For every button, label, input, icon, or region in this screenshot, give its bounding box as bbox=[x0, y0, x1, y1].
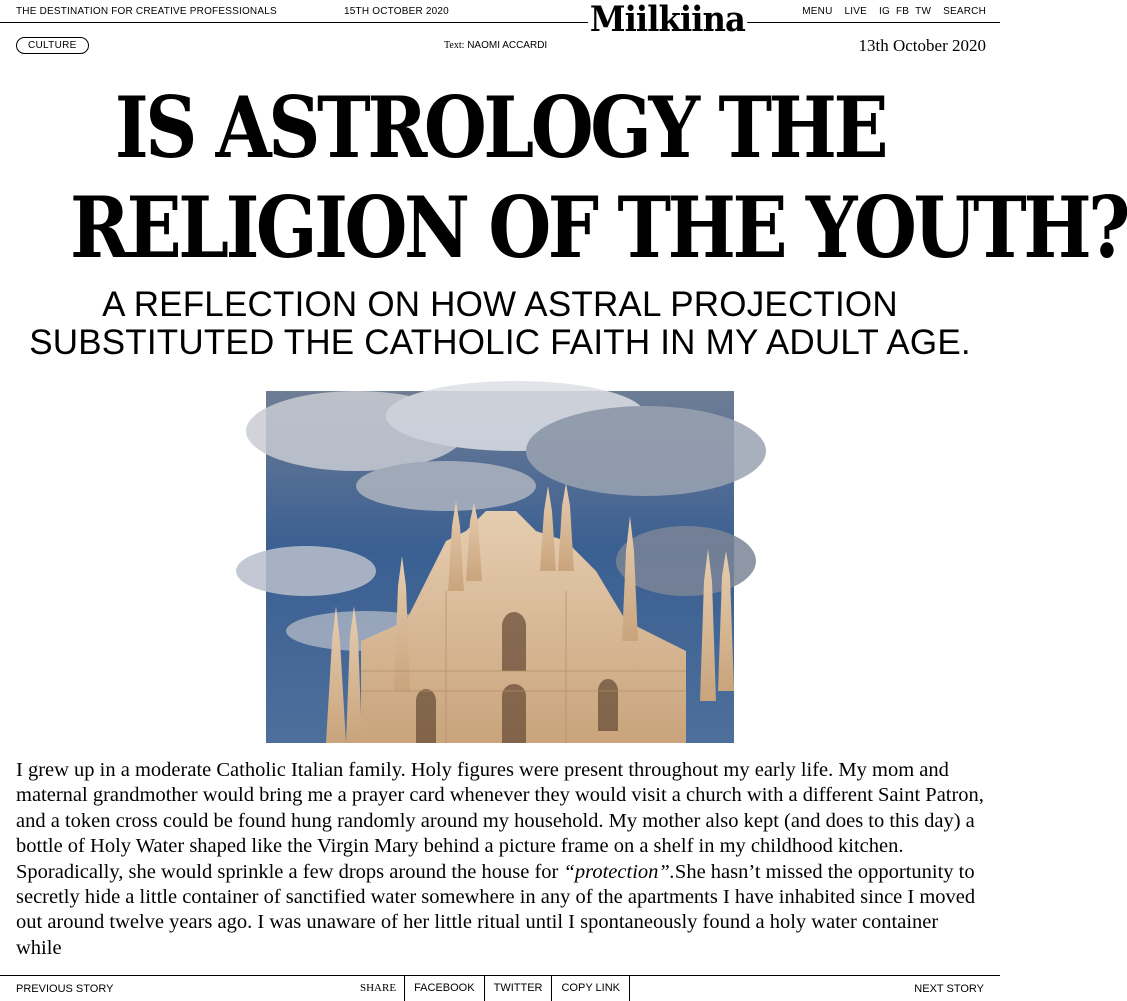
article-body bbox=[16, 758, 986, 961]
instagram-link[interactable]: IG bbox=[879, 6, 890, 17]
twitter-link[interactable]: TW bbox=[915, 6, 932, 17]
article-body-text: I grew up in a moderate Catholic Italian family. Holy figures were present throughout my early life. My mom and maternal grandmother would bring me a prayer card whenever they would visit a church with a different Saint Patron, and a token cross could be found hung randomly around my household. My mother also kept (and does to this day) a bottle of Holy Water shaped like the Virgin Mary behind a picture frame on a shelf in my childhood kitchen. Sporadically, she would sprinkle a few drops around the house for bbox=[16, 759, 984, 883]
author-label: Text: bbox=[444, 40, 465, 51]
previous-story-link[interactable]: PREVIOUS STORY bbox=[16, 983, 114, 995]
category-tag[interactable]: CULTURE bbox=[16, 37, 89, 54]
article-title-line-1: IS ASTROLOGY THE bbox=[114, 78, 886, 177]
next-story-link[interactable]: NEXT STORY bbox=[914, 983, 984, 995]
current-date: 15TH OCTOBER 2020 bbox=[344, 6, 449, 17]
article-title-line-2: RELIGION OF THE YOUTH? bbox=[70, 178, 1127, 277]
site-tagline: THE DESTINATION FOR CREATIVE PROFESSIONALS bbox=[16, 6, 277, 17]
article-subtitle-line-2: SUBSTITUTED THE CATHOLIC FAITH IN MY ADULT AGE. bbox=[29, 323, 971, 362]
author-name[interactable]: NAOMI ACCARDI bbox=[467, 40, 548, 51]
article-subtitle-line-1: A REFLECTION ON HOW ASTRAL PROJECTION bbox=[102, 285, 898, 324]
top-nav bbox=[802, 6, 986, 17]
search-link[interactable]: SEARCH bbox=[943, 6, 986, 17]
hero-image bbox=[266, 391, 734, 743]
article-body-emphasis: “protection”. bbox=[563, 860, 675, 883]
bottom-bar bbox=[0, 975, 1000, 1001]
article-body-text-continued: She hasn’t missed the opportunity to secretly hide a little container of sanctified water somewhere in any of the apartments I have inhabited since I moved out around twelve years ago. I was unaware of her little ritual until I spontaneously found a holy water container while bbox=[16, 860, 976, 959]
article-subtitle bbox=[0, 286, 1000, 362]
facebook-link[interactable]: FB bbox=[895, 6, 910, 17]
article-title bbox=[70, 78, 1127, 278]
share-bar bbox=[354, 976, 630, 1001]
top-bar bbox=[0, 0, 1000, 23]
site-logo[interactable]: Miilkiina bbox=[589, 0, 745, 40]
share-label: SHARE bbox=[360, 982, 397, 994]
author-credit bbox=[444, 40, 547, 51]
publish-date: 13th October 2020 bbox=[858, 36, 986, 55]
cathedral-illustration bbox=[266, 391, 734, 743]
live-link[interactable]: LIVE bbox=[844, 6, 868, 17]
social-links bbox=[879, 6, 931, 17]
share-twitter-button[interactable]: TWITTER bbox=[484, 976, 552, 1001]
share-facebook-button[interactable]: FACEBOOK bbox=[404, 976, 484, 1001]
menu-link[interactable]: MENU bbox=[802, 6, 833, 17]
copy-link-button[interactable]: COPY LINK bbox=[551, 976, 630, 1001]
